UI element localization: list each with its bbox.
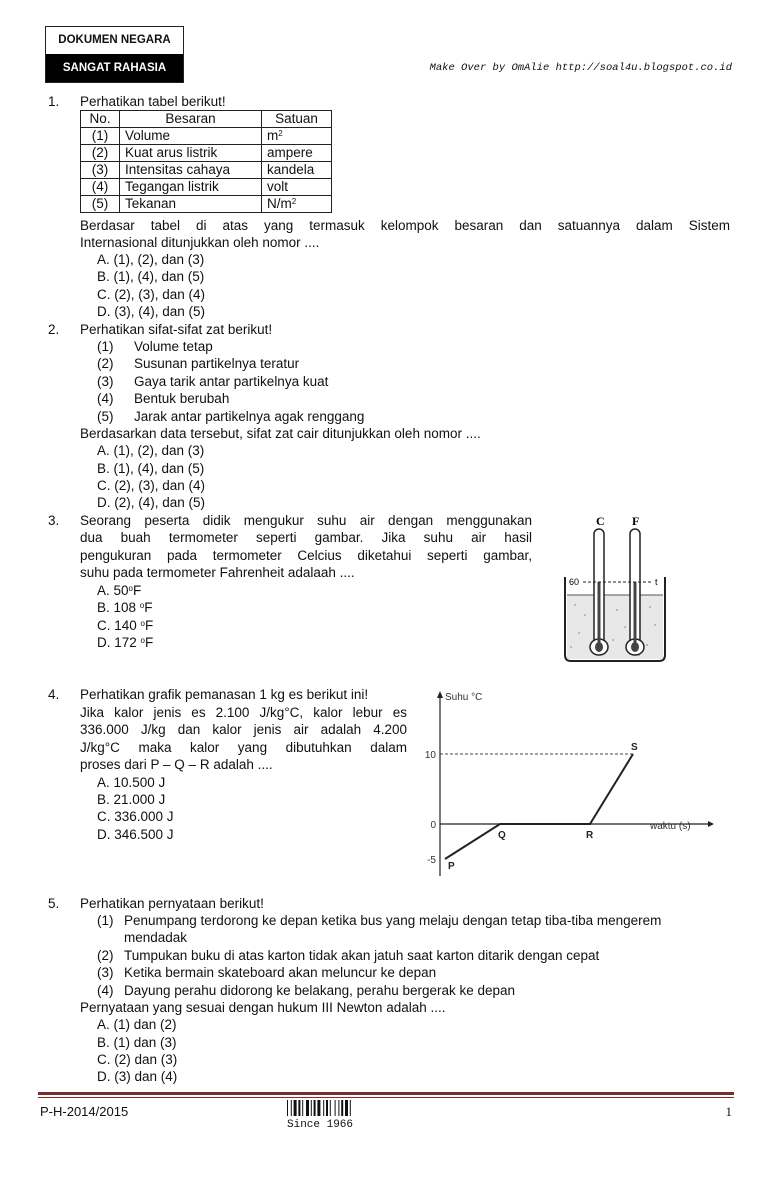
unit-exponent: 2 [278, 129, 283, 138]
table-row [81, 196, 332, 213]
y-axis-label: Suhu °C [445, 692, 483, 703]
q4-option-a[interactable]: A. 10.500 J [97, 775, 166, 790]
celsius-mercury [598, 582, 601, 644]
table-cell: (4) [81, 179, 120, 196]
unknown-reading: t [655, 577, 658, 587]
q1-option-c[interactable]: C. (2), (3), dan (4) [97, 287, 206, 302]
q4-option-d[interactable]: D. 346.500 J [97, 827, 174, 842]
degree-sign: o [128, 584, 133, 593]
y-tick-label: -5 [427, 855, 436, 866]
heating-curve [445, 754, 633, 859]
q2-option-d[interactable]: D. (2), (4), dan (5) [97, 495, 206, 510]
classification-box [45, 26, 184, 83]
table-cell: ampere [262, 145, 332, 162]
q2-item-num: (5) [97, 409, 114, 424]
q5-item-num: (4) [97, 983, 114, 998]
table-cell [262, 196, 332, 213]
q3-option-c[interactable] [97, 617, 153, 634]
footer-rule [38, 1092, 734, 1095]
q3-number: 3. [48, 513, 60, 528]
q2-number: 2. [48, 322, 60, 337]
q4-line: 336.000 J/kg dan kalor jenis air adalah 4.200 [80, 722, 407, 737]
q5-item-num: (2) [97, 948, 114, 963]
q1-option-d[interactable]: D. (3), (4), dan (5) [97, 304, 206, 319]
fahrenheit-mercury [634, 582, 637, 644]
table-cell: Kuat arus listrik [120, 145, 262, 162]
table-header-row [81, 111, 332, 128]
unit-exponent: 2 [291, 197, 297, 206]
q2-intro: Perhatikan sifat-sifat zat berikut! [80, 322, 273, 337]
option-text: D. 172 [97, 635, 141, 650]
option-text: B. 108 [97, 600, 140, 615]
q2-item-num: (2) [97, 356, 114, 371]
unit-text: N/m [267, 196, 292, 211]
unit-text: F [144, 618, 154, 633]
q3-option-a[interactable] [97, 582, 141, 599]
table-cell: volt [262, 179, 332, 196]
q1-stem-line1: Berdasar tabel di atas yang termasuk kelompok besaran dan satuannya dalam Sistem [80, 218, 730, 233]
y-tick-label: 0 [430, 820, 436, 831]
point-label: R [586, 830, 594, 841]
exam-code: P-H-2014/2015 [40, 1104, 129, 1119]
x-axis-arrow [708, 821, 714, 827]
point-label: Q [498, 830, 506, 841]
q3-line: pengukuran pada termometer Celcius diketahui seperti gambar, [80, 548, 532, 563]
celsius-label: C [596, 515, 605, 528]
heating-chart [418, 686, 718, 881]
q5-intro: Perhatikan pernyataan berikut! [80, 896, 264, 911]
q3-line: Seorang peserta didik mengukur suhu air dengan menggunakan [80, 513, 532, 528]
degree-sign: o [140, 636, 145, 645]
q3-option-b[interactable] [97, 599, 152, 616]
table-cell: (2) [81, 145, 120, 162]
thermometer-figure [555, 515, 675, 665]
degree-sign: o [140, 619, 145, 628]
q5-option-b[interactable]: B. (1) dan (3) [97, 1035, 177, 1050]
table-header: No. [81, 111, 120, 128]
q1-intro: Perhatikan tabel berikut! [80, 94, 226, 109]
footer-rule-thin [38, 1097, 734, 1098]
q4-line: J/kg°C maka kalor yang dibutuhkan dalam [80, 740, 407, 755]
since-text: Since 1966 [287, 1119, 354, 1131]
q5-item-text-cont: mendadak [124, 930, 188, 945]
y-tick-label: 10 [424, 750, 436, 761]
makeover-credit: Make Over by OmAlie http://soal4u.blogspot.co.id [429, 62, 732, 74]
q4-option-b[interactable]: B. 21.000 J [97, 792, 166, 807]
q4-line: Perhatikan grafik pemanasan 1 kg es berikut ini! [80, 687, 369, 702]
table-cell: (1) [81, 128, 120, 145]
q2-item-text: Bentuk berubah [134, 391, 230, 406]
table-row [81, 145, 332, 162]
q1-table [80, 110, 332, 213]
q3-option-d[interactable] [97, 634, 153, 651]
unit-text: F [132, 583, 142, 598]
page-number: 1 [725, 1104, 732, 1119]
water [567, 595, 663, 659]
y-axis-arrow [437, 691, 443, 698]
table-row [81, 128, 332, 145]
point-label: S [631, 742, 638, 753]
q5-option-a[interactable]: A. (1) dan (2) [97, 1017, 177, 1032]
q4-option-c[interactable]: C. 336.000 J [97, 809, 174, 824]
table-cell [262, 128, 332, 145]
q5-stem: Pernyataan yang sesuai dengan hukum III Newton adalah .... [80, 1000, 446, 1015]
q5-item-text: Dayung perahu didorong ke belakang, perahu bergerak ke depan [124, 983, 516, 998]
q5-item-text: Ketika bermain skateboard akan meluncur ke depan [124, 965, 437, 980]
q3-line: suhu pada termometer Fahrenheit adalaah .... [80, 565, 355, 580]
q2-option-b[interactable]: B. (1), (4), dan (5) [97, 461, 205, 476]
q2-item-num: (4) [97, 391, 114, 406]
q5-item-num: (3) [97, 965, 114, 980]
table-row [81, 162, 332, 179]
q2-item-num: (1) [97, 339, 114, 354]
q1-stem-line2: Internasional ditunjukkan oleh nomor .... [80, 235, 320, 250]
document-label: DOKUMEN NEGARA [46, 27, 183, 54]
q2-item-text: Jarak antar partikelnya agak renggang [134, 409, 365, 424]
unit-text: m [267, 128, 279, 143]
option-text: A. 50 [97, 583, 129, 598]
q2-item-text: Susunan partikelnya teratur [134, 356, 300, 371]
table-header: Besaran [120, 111, 262, 128]
q2-option-a[interactable]: A. (1), (2), dan (3) [97, 443, 205, 458]
q5-item-num: (1) [97, 913, 114, 928]
option-text: C. 140 [97, 618, 141, 633]
q5-option-d[interactable]: D. (3) dan (4) [97, 1069, 178, 1084]
q5-number: 5. [48, 896, 60, 911]
table-cell: Volume [120, 128, 262, 145]
q4-line: Jika kalor jenis es 2.100 J/kg°C, kalor lebur es [80, 705, 407, 720]
q5-option-c[interactable]: C. (2) dan (3) [97, 1052, 178, 1067]
unit-text: F [144, 600, 153, 615]
q2-option-c[interactable]: C. (2), (3), dan (4) [97, 478, 206, 493]
fahrenheit-label: F [632, 515, 640, 528]
table-cell: (5) [81, 196, 120, 213]
degree-sign: o [139, 601, 145, 610]
table-cell: Intensitas cahaya [120, 162, 262, 179]
celsius-reading: 60 [569, 577, 580, 587]
table-header: Satuan [262, 111, 332, 128]
q4-number: 4. [48, 687, 60, 702]
table-cell: Tekanan [120, 196, 262, 213]
q1-number: 1. [48, 94, 60, 109]
q4-line: proses dari P – Q – R adalah .... [80, 757, 273, 772]
q1-option-a[interactable]: A. (1), (2), dan (3) [97, 252, 205, 267]
unit-text: F [144, 635, 154, 650]
q2-item-num: (3) [97, 374, 114, 389]
table-row [81, 179, 332, 196]
q5-item-text: Penumpang terdorong ke depan ketika bus yang melaju dengan tetap tiba-tiba mengerem [124, 913, 662, 928]
q3-line: dua buah termometer seperti gambar. Jika suhu air hasil [80, 530, 532, 545]
secret-label: SANGAT RAHASIA [46, 54, 183, 82]
table-cell: kandela [262, 162, 332, 179]
point-label: P [448, 861, 455, 872]
table-cell: (3) [81, 162, 120, 179]
x-axis-label: waktu (s) [650, 821, 691, 832]
q2-item-text: Volume tetap [134, 339, 213, 354]
table-cell: Tegangan listrik [120, 179, 262, 196]
q1-option-b[interactable]: B. (1), (4), dan (5) [97, 269, 205, 284]
q2-stem: Berdasarkan data tersebut, sifat zat cair ditunjukkan oleh nomor .... [80, 426, 481, 441]
barcode-icon [287, 1100, 369, 1116]
q5-item-text: Tumpukan buku di atas karton tidak akan jatuh saat karton ditarik dengan cepat [124, 948, 600, 963]
q2-item-text: Gaya tarik antar partikelnya kuat [134, 374, 329, 389]
